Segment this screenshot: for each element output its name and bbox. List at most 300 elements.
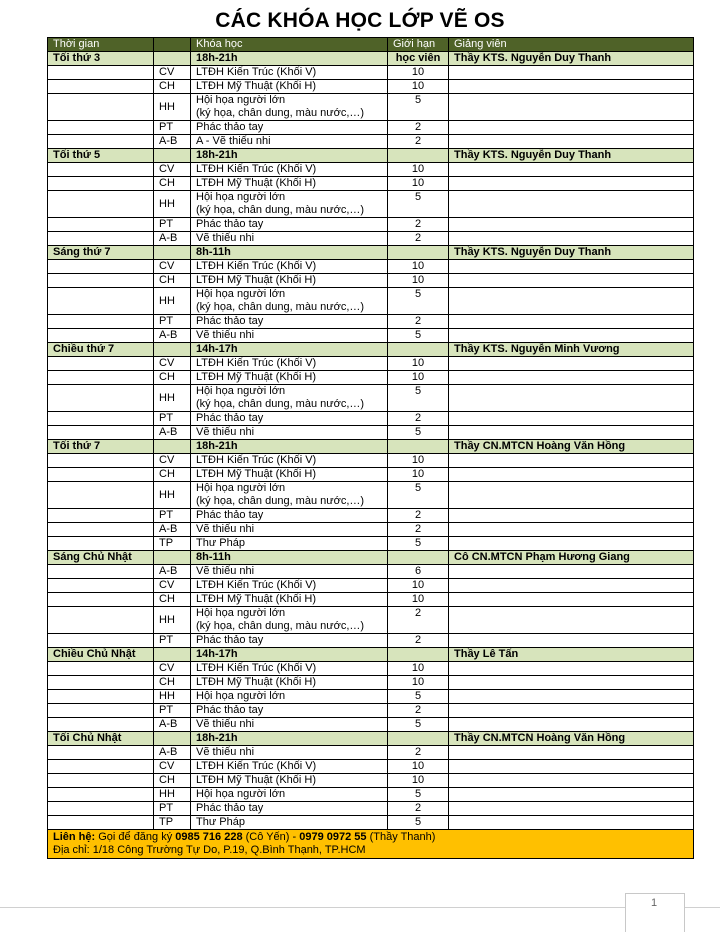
course-limit: 5 [388, 537, 449, 551]
course-code: PT [154, 315, 191, 329]
course-limit: 10 [388, 579, 449, 593]
course-name [191, 454, 388, 468]
course-teacher-empty [449, 704, 694, 718]
course-teacher-empty [449, 121, 694, 135]
course-name [191, 482, 388, 509]
course-code: CV [154, 260, 191, 274]
group-code-empty [154, 52, 191, 66]
course-name [191, 788, 388, 802]
group-code-empty [154, 440, 191, 454]
course-name [191, 774, 388, 788]
course-time-empty [48, 704, 154, 718]
group-hours: 18h-21h [191, 732, 388, 746]
course-teacher-empty [449, 371, 694, 385]
group-header-row [48, 648, 694, 662]
group-limit-label [388, 246, 449, 260]
course-code: A-B [154, 746, 191, 760]
course-code: A-B [154, 565, 191, 579]
course-name-line: Phác thảo tay [196, 412, 264, 424]
course-code: PT [154, 412, 191, 426]
course-time-empty [48, 177, 154, 191]
course-name-line: LTĐH Mỹ Thuật (Khối H) [196, 80, 317, 92]
course-row [48, 288, 694, 315]
group-header-row [48, 343, 694, 357]
course-time-empty [48, 746, 154, 760]
course-name [191, 121, 388, 135]
course-name [191, 177, 388, 191]
course-code: CH [154, 80, 191, 94]
contact-line [53, 831, 688, 844]
course-name-line: LTĐH Mỹ Thuật (Khối H) [196, 371, 317, 383]
course-name-line: Phác thảo tay [196, 218, 264, 230]
course-name [191, 191, 388, 218]
course-row [48, 704, 694, 718]
course-time-empty [48, 634, 154, 648]
course-code: TP [154, 816, 191, 830]
course-time-empty [48, 288, 154, 315]
course-limit: 5 [388, 288, 449, 315]
course-limit: 5 [388, 690, 449, 704]
course-teacher-empty [449, 579, 694, 593]
course-row [48, 191, 694, 218]
course-code: A-B [154, 329, 191, 343]
course-row [48, 634, 694, 648]
course-teacher-empty [449, 593, 694, 607]
course-teacher-empty [449, 329, 694, 343]
group-teacher: Thầy Lê Tấn [449, 648, 694, 662]
course-teacher-empty [449, 315, 694, 329]
course-teacher-empty [449, 454, 694, 468]
header-code [154, 38, 191, 52]
course-row [48, 177, 694, 191]
course-name [191, 232, 388, 246]
course-time-empty [48, 760, 154, 774]
course-name-line: LTĐH Mỹ Thuật (Khối H) [196, 593, 317, 605]
course-code: CH [154, 274, 191, 288]
course-row [48, 66, 694, 80]
course-name [191, 412, 388, 426]
group-header-row [48, 440, 694, 454]
course-teacher-empty [449, 509, 694, 523]
course-name-detail: (ký họa, chân dung, màu nước,…) [196, 620, 365, 632]
course-row [48, 274, 694, 288]
course-code: CV [154, 163, 191, 177]
course-name-line: Phác thảo tay [196, 121, 264, 133]
course-row [48, 482, 694, 509]
course-row [48, 121, 694, 135]
course-time-empty [48, 607, 154, 634]
course-name-line: Hội họa người lớn [196, 607, 286, 619]
course-name-line: Hội họa người lớn [196, 385, 286, 397]
course-limit: 10 [388, 66, 449, 80]
contact-info [48, 830, 694, 859]
course-name [191, 704, 388, 718]
header-limit: Giới hạn [388, 38, 449, 52]
course-limit: 10 [388, 371, 449, 385]
course-row [48, 135, 694, 149]
course-limit: 5 [388, 94, 449, 121]
course-name [191, 80, 388, 94]
group-hours: 18h-21h [191, 52, 388, 66]
course-teacher-empty [449, 288, 694, 315]
course-code: HH [154, 690, 191, 704]
course-row [48, 816, 694, 830]
course-limit: 10 [388, 676, 449, 690]
course-time-empty [48, 135, 154, 149]
course-teacher-empty [449, 412, 694, 426]
course-time-empty [48, 690, 154, 704]
course-row [48, 357, 694, 371]
course-limit: 5 [388, 482, 449, 509]
group-code-empty [154, 732, 191, 746]
course-limit: 10 [388, 357, 449, 371]
course-limit: 5 [388, 329, 449, 343]
course-name [191, 260, 388, 274]
course-teacher-empty [449, 537, 694, 551]
group-limit-label [388, 343, 449, 357]
course-row [48, 788, 694, 802]
course-limit: 2 [388, 523, 449, 537]
group-code-empty [154, 343, 191, 357]
header-course: Khóa học [191, 38, 388, 52]
course-name-line: Phác thảo tay [196, 315, 264, 327]
course-name-line: Phác thảo tay [196, 802, 264, 814]
course-name-line: LTĐH Kiến Trúc (Khối V) [196, 66, 317, 78]
course-limit: 5 [388, 816, 449, 830]
course-name [191, 802, 388, 816]
course-name [191, 579, 388, 593]
course-teacher-empty [449, 676, 694, 690]
course-name [191, 218, 388, 232]
course-limit: 2 [388, 746, 449, 760]
course-name [191, 593, 388, 607]
course-row [48, 523, 694, 537]
page-number: 1 [650, 897, 658, 909]
course-teacher-empty [449, 760, 694, 774]
course-code: CH [154, 676, 191, 690]
course-code: PT [154, 121, 191, 135]
course-time-empty [48, 66, 154, 80]
course-name [191, 746, 388, 760]
course-code: PT [154, 218, 191, 232]
course-name-line: Vẽ thiếu nhi [196, 746, 255, 758]
course-code: A-B [154, 718, 191, 732]
course-name-line: Thư Pháp [196, 816, 245, 828]
course-name-line: LTĐH Mỹ Thuật (Khối H) [196, 177, 317, 189]
group-limit-label [388, 440, 449, 454]
group-limit-label: học viên [388, 52, 449, 66]
course-code: CV [154, 454, 191, 468]
course-limit: 10 [388, 662, 449, 676]
course-time-empty [48, 802, 154, 816]
course-name [191, 163, 388, 177]
group-limit-label [388, 732, 449, 746]
group-header-row [48, 149, 694, 163]
header-time: Thời gian [48, 38, 154, 52]
table-header-row [48, 38, 694, 52]
course-name-line: Hội họa người lớn [196, 788, 286, 800]
group-hours: 8h-11h [191, 246, 388, 260]
course-name [191, 94, 388, 121]
course-time-empty [48, 565, 154, 579]
contact-text-3: (Thầy Thanh) [366, 831, 436, 843]
group-hours: 18h-21h [191, 149, 388, 163]
course-teacher-empty [449, 746, 694, 760]
course-name [191, 662, 388, 676]
course-name [191, 371, 388, 385]
course-name [191, 537, 388, 551]
group-teacher: Cô CN.MTCN Phạm Hương Giang [449, 551, 694, 565]
course-code: HH [154, 607, 191, 634]
course-limit: 2 [388, 315, 449, 329]
course-name [191, 274, 388, 288]
group-code-empty [154, 648, 191, 662]
course-name-detail: (ký họa, chân dung, màu nước,…) [196, 495, 365, 507]
course-name [191, 288, 388, 315]
group-hours: 18h-21h [191, 440, 388, 454]
course-teacher-empty [449, 94, 694, 121]
course-name-line: LTĐH Kiến Trúc (Khối V) [196, 163, 317, 175]
course-row [48, 593, 694, 607]
course-time-empty [48, 537, 154, 551]
course-name-detail: (ký họa, chân dung, màu nước,…) [196, 301, 365, 313]
group-day: Tối thứ 7 [48, 440, 154, 454]
course-limit: 10 [388, 760, 449, 774]
course-limit: 5 [388, 718, 449, 732]
course-limit: 2 [388, 704, 449, 718]
course-time-empty [48, 788, 154, 802]
course-limit: 6 [388, 565, 449, 579]
course-name-line: LTĐH Kiến Trúc (Khối V) [196, 662, 317, 674]
course-row [48, 509, 694, 523]
course-name-line: Vẽ thiếu nhi [196, 565, 255, 577]
course-row [48, 232, 694, 246]
course-code: CV [154, 760, 191, 774]
course-teacher-empty [449, 232, 694, 246]
course-teacher-empty [449, 816, 694, 830]
course-code: CV [154, 662, 191, 676]
course-name-line: Hội họa người lớn [196, 94, 286, 106]
course-row [48, 802, 694, 816]
group-code-empty [154, 551, 191, 565]
course-row [48, 746, 694, 760]
course-code: PT [154, 704, 191, 718]
course-name [191, 315, 388, 329]
course-limit: 2 [388, 509, 449, 523]
course-code: CH [154, 177, 191, 191]
course-name-line: Hội họa người lớn [196, 482, 286, 494]
course-name [191, 357, 388, 371]
course-limit: 2 [388, 121, 449, 135]
course-name-line: LTĐH Kiến Trúc (Khối V) [196, 260, 317, 272]
course-row [48, 468, 694, 482]
contact-text-1: Gọi để đăng ký [95, 831, 176, 843]
course-teacher-empty [449, 662, 694, 676]
course-name-detail: (ký họa, chân dung, màu nước,…) [196, 204, 365, 216]
course-time-empty [48, 218, 154, 232]
contact-label: Liên hệ: [53, 831, 96, 843]
course-limit: 10 [388, 177, 449, 191]
course-code: HH [154, 191, 191, 218]
course-name-line: Phác thảo tay [196, 509, 264, 521]
course-row [48, 94, 694, 121]
course-time-empty [48, 509, 154, 523]
course-time-empty [48, 468, 154, 482]
course-row [48, 315, 694, 329]
course-code: CH [154, 371, 191, 385]
contact-text-2: (Cô Yến) - [242, 831, 300, 843]
group-teacher: Thầy KTS. Nguyễn Duy Thanh [449, 149, 694, 163]
course-time-empty [48, 329, 154, 343]
course-teacher-empty [449, 260, 694, 274]
course-teacher-empty [449, 385, 694, 412]
course-time-empty [48, 315, 154, 329]
group-day: Tối Chủ Nhật [48, 732, 154, 746]
course-time-empty [48, 274, 154, 288]
course-row [48, 426, 694, 440]
course-teacher-empty [449, 788, 694, 802]
course-teacher-empty [449, 274, 694, 288]
course-time-empty [48, 816, 154, 830]
course-name [191, 676, 388, 690]
course-teacher-empty [449, 565, 694, 579]
course-time-empty [48, 454, 154, 468]
course-row [48, 690, 694, 704]
group-limit-label [388, 648, 449, 662]
course-row [48, 760, 694, 774]
course-code: CH [154, 774, 191, 788]
course-row [48, 80, 694, 94]
course-limit: 5 [388, 385, 449, 412]
course-row [48, 218, 694, 232]
course-teacher-empty [449, 523, 694, 537]
course-time-empty [48, 662, 154, 676]
course-time-empty [48, 676, 154, 690]
course-name-line: LTĐH Kiến Trúc (Khối V) [196, 357, 317, 369]
course-code: A-B [154, 232, 191, 246]
course-time-empty [48, 718, 154, 732]
course-time-empty [48, 774, 154, 788]
course-teacher-empty [449, 607, 694, 634]
course-code: PT [154, 634, 191, 648]
course-code: HH [154, 288, 191, 315]
course-name [191, 135, 388, 149]
course-time-empty [48, 121, 154, 135]
course-code: HH [154, 385, 191, 412]
course-name [191, 329, 388, 343]
course-name [191, 385, 388, 412]
course-name [191, 607, 388, 634]
course-name-line: LTĐH Mỹ Thuật (Khối H) [196, 468, 317, 480]
course-limit: 2 [388, 802, 449, 816]
contact-address: Địa chỉ: 1/18 Công Trường Tự Do, P.19, Q.Bình Thạnh, TP.HCM [53, 844, 366, 856]
course-teacher-empty [449, 163, 694, 177]
course-teacher-empty [449, 468, 694, 482]
course-teacher-empty [449, 177, 694, 191]
table-body [48, 52, 694, 859]
course-teacher-empty [449, 357, 694, 371]
course-teacher-empty [449, 135, 694, 149]
course-name-detail: (ký họa, chân dung, màu nước,…) [196, 107, 365, 119]
course-time-empty [48, 482, 154, 509]
course-limit: 10 [388, 274, 449, 288]
group-teacher: Thầy KTS. Nguyễn Duy Thanh [449, 52, 694, 66]
group-day: Chiều thứ 7 [48, 343, 154, 357]
course-code: A-B [154, 135, 191, 149]
group-day: Tối thứ 5 [48, 149, 154, 163]
group-teacher: Thầy KTS. Nguyễn Minh Vương [449, 343, 694, 357]
group-teacher: Thầy KTS. Nguyễn Duy Thanh [449, 246, 694, 260]
course-row [48, 371, 694, 385]
course-name-line: LTĐH Mỹ Thuật (Khối H) [196, 774, 317, 786]
course-name-line: LTĐH Kiến Trúc (Khối V) [196, 454, 317, 466]
course-name-line: LTĐH Kiến Trúc (Khối V) [196, 579, 317, 591]
course-code: CV [154, 579, 191, 593]
course-name-line: Hội họa người lớn [196, 288, 286, 300]
course-time-empty [48, 426, 154, 440]
group-code-empty [154, 149, 191, 163]
course-limit: 2 [388, 218, 449, 232]
contact-row [48, 830, 694, 859]
course-name-line: Vẽ thiếu nhi [196, 329, 255, 341]
course-time-empty [48, 523, 154, 537]
course-name-line: Vẽ thiếu nhi [196, 718, 255, 730]
course-name [191, 66, 388, 80]
group-day: Chiều Chủ Nhật [48, 648, 154, 662]
course-row [48, 454, 694, 468]
group-hours: 14h-17h [191, 343, 388, 357]
course-name-line: Vẽ thiếu nhi [196, 523, 255, 535]
course-row [48, 385, 694, 412]
course-name-line: LTĐH Kiến Trúc (Khối V) [196, 760, 317, 772]
course-row [48, 662, 694, 676]
group-day: Sáng thứ 7 [48, 246, 154, 260]
course-teacher-empty [449, 218, 694, 232]
course-limit: 10 [388, 163, 449, 177]
course-teacher-empty [449, 774, 694, 788]
course-limit: 10 [388, 774, 449, 788]
course-name [191, 509, 388, 523]
course-teacher-empty [449, 634, 694, 648]
course-name [191, 565, 388, 579]
contact-phone-1: 0985 716 228 [175, 831, 243, 843]
course-teacher-empty [449, 690, 694, 704]
course-row [48, 565, 694, 579]
course-code: CV [154, 66, 191, 80]
course-row [48, 607, 694, 634]
course-name [191, 523, 388, 537]
group-hours: 14h-17h [191, 648, 388, 662]
course-row [48, 676, 694, 690]
course-limit: 2 [388, 232, 449, 246]
course-row [48, 329, 694, 343]
course-schedule-table [47, 37, 694, 859]
course-time-empty [48, 232, 154, 246]
group-code-empty [154, 246, 191, 260]
group-header-row [48, 732, 694, 746]
course-limit: 5 [388, 788, 449, 802]
course-time-empty [48, 94, 154, 121]
header-teacher: Giảng viên [449, 38, 694, 52]
course-limit: 10 [388, 593, 449, 607]
course-name [191, 426, 388, 440]
course-teacher-empty [449, 718, 694, 732]
course-time-empty [48, 371, 154, 385]
course-name-line: Thư Pháp [196, 537, 245, 549]
course-code: TP [154, 537, 191, 551]
course-row [48, 537, 694, 551]
course-limit: 10 [388, 260, 449, 274]
